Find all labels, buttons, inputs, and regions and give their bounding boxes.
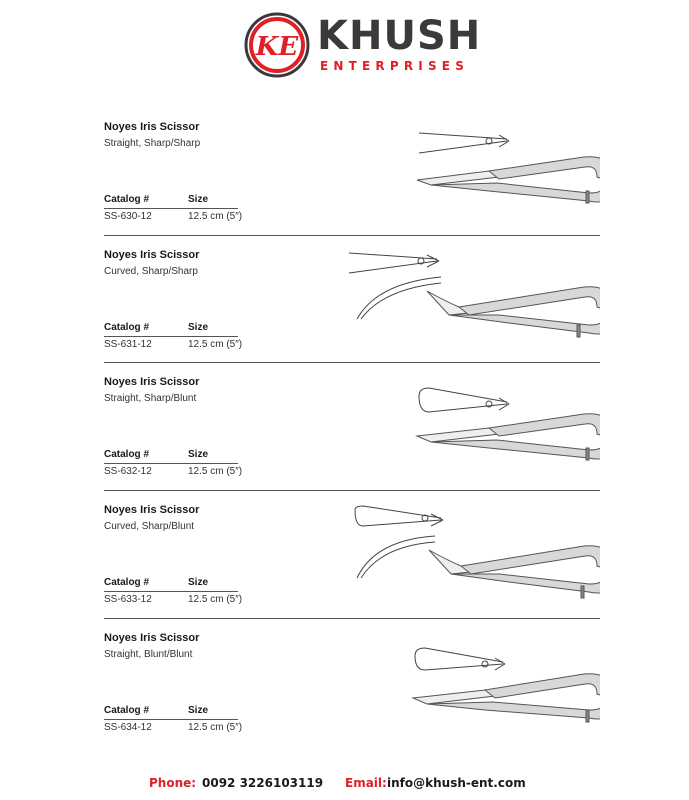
catalog-label: Catalog # — [104, 194, 150, 205]
product-card — [104, 632, 600, 759]
phone-label: Phone: — [149, 776, 197, 790]
product-size: 12.5 cm (5″) — [188, 722, 243, 733]
email-label: Email: — [345, 776, 387, 790]
phone-number[interactable]: 0092 3226103119 — [202, 776, 324, 790]
catalog-number: SS-630-12 — [104, 211, 152, 222]
product-title: Noyes Iris Scissor — [104, 376, 200, 388]
brand-name: KHUSH — [317, 13, 482, 59]
product-size: 12.5 cm (5″) — [188, 339, 243, 350]
product-type: Straight, Blunt/Blunt — [104, 649, 193, 660]
label-rule — [104, 463, 238, 464]
product-size: 12.5 cm (5″) — [188, 211, 243, 222]
straight-scissor-illustration — [349, 121, 600, 221]
section-divider — [104, 490, 600, 491]
straight-scissor-illustration — [349, 376, 600, 476]
product-card — [104, 504, 600, 631]
brand-logo-icon — [243, 12, 311, 78]
product-title: Noyes Iris Scissor — [104, 504, 200, 516]
size-label: Size — [188, 194, 209, 205]
product-card — [104, 121, 600, 248]
straight-scissor-illustration — [349, 632, 600, 732]
catalog-label: Catalog # — [104, 577, 150, 588]
catalog-number: SS-632-12 — [104, 466, 152, 477]
label-rule — [104, 208, 238, 209]
header — [0, 0, 689, 100]
catalog-number: SS-634-12 — [104, 722, 152, 733]
catalog-label: Catalog # — [104, 705, 150, 716]
curved-scissor-illustration — [349, 504, 600, 614]
label-rule — [104, 591, 238, 592]
size-label: Size — [188, 577, 209, 588]
section-divider — [104, 618, 600, 619]
size-label: Size — [188, 705, 209, 716]
section-divider — [104, 362, 600, 363]
brand-monogram: KE — [255, 32, 299, 62]
catalog-number: SS-631-12 — [104, 339, 152, 350]
product-card — [104, 376, 600, 503]
product-size: 12.5 cm (5″) — [188, 594, 243, 605]
email-address[interactable]: info@khush-ent.com — [387, 776, 526, 790]
product-title: Noyes Iris Scissor — [104, 632, 200, 644]
label-rule — [104, 719, 238, 720]
product-title: Noyes Iris Scissor — [104, 121, 200, 133]
product-type: Curved, Sharp/Blunt — [104, 521, 195, 532]
catalog-label: Catalog # — [104, 449, 150, 460]
curved-scissor-illustration — [349, 249, 600, 359]
catalog-number: SS-633-12 — [104, 594, 152, 605]
product-type: Curved, Sharp/Sharp — [104, 266, 198, 277]
label-rule — [104, 336, 238, 337]
catalog-label: Catalog # — [104, 322, 150, 333]
product-size: 12.5 cm (5″) — [188, 466, 243, 477]
product-type: Straight, Sharp/Sharp — [104, 138, 201, 149]
brand-subtitle: ENTERPRISES — [320, 59, 470, 73]
size-label: Size — [188, 449, 209, 460]
product-card — [104, 249, 600, 376]
size-label: Size — [188, 322, 209, 333]
product-title: Noyes Iris Scissor — [104, 249, 200, 261]
product-type: Straight, Sharp/Blunt — [104, 393, 197, 404]
section-divider — [104, 235, 600, 236]
